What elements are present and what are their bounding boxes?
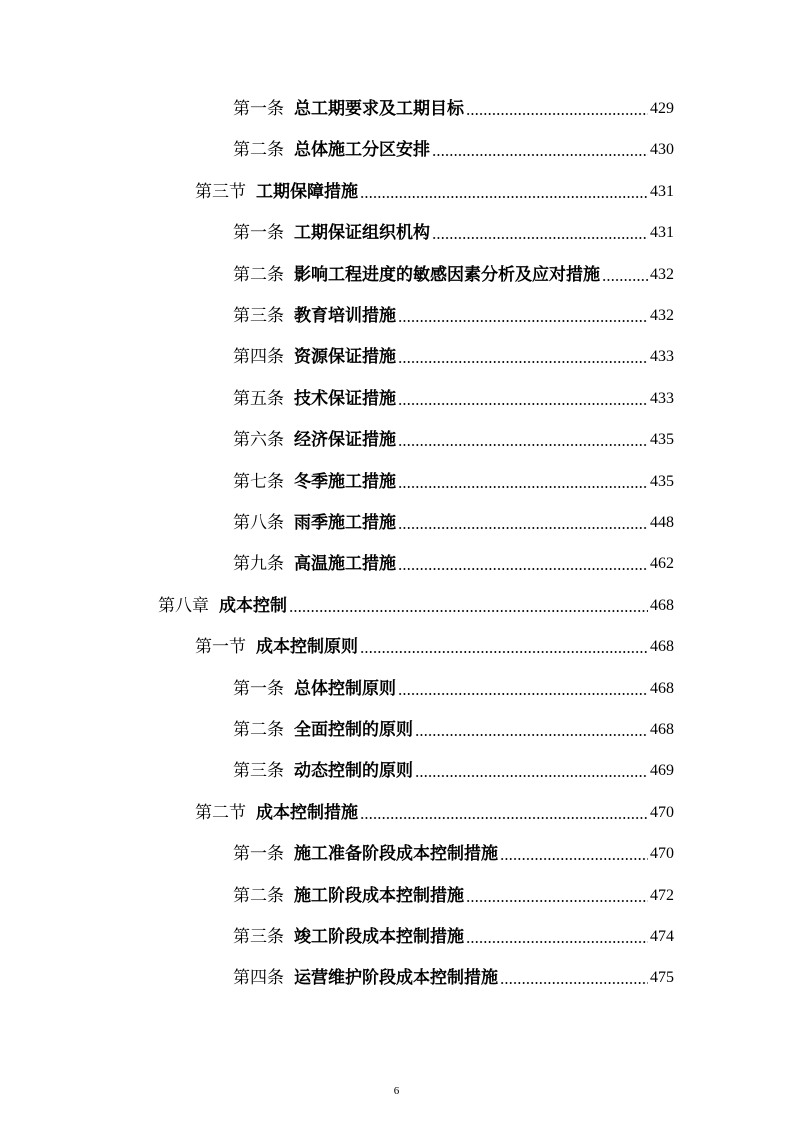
dot-leader bbox=[415, 733, 648, 737]
toc-entry-number: 第三条 bbox=[233, 306, 284, 326]
toc-entry-number: 第二条 bbox=[233, 720, 284, 740]
dot-leader bbox=[432, 153, 648, 157]
dot-leader bbox=[500, 981, 648, 985]
toc-entry-page: 462 bbox=[650, 555, 674, 572]
toc-entry-page: 472 bbox=[650, 887, 674, 904]
toc-entry-number: 第二条 bbox=[233, 886, 284, 906]
toc-entry-number: 第八条 bbox=[233, 513, 284, 533]
toc-entry[interactable] bbox=[233, 386, 674, 410]
toc-entry-number: 第六条 bbox=[233, 430, 284, 450]
toc-entry-number: 第八章 bbox=[158, 596, 209, 616]
dot-leader bbox=[398, 443, 648, 447]
toc-entry-number: 第一节 bbox=[195, 637, 246, 657]
toc-entry-page: 431 bbox=[650, 183, 674, 200]
dot-leader bbox=[360, 816, 648, 820]
dot-leader bbox=[289, 609, 648, 613]
dot-leader bbox=[415, 774, 648, 778]
toc-entry-number: 第一条 bbox=[233, 679, 284, 699]
toc-entry-page: 429 bbox=[650, 100, 674, 117]
toc-entry-title: 高温施工措施 bbox=[294, 554, 396, 574]
page-number: 6 bbox=[393, 1085, 400, 1097]
dot-leader bbox=[466, 112, 648, 116]
toc-entry[interactable] bbox=[233, 924, 674, 948]
toc-entry[interactable] bbox=[195, 800, 674, 824]
toc-entry[interactable] bbox=[233, 344, 674, 368]
dot-leader bbox=[466, 940, 648, 944]
dot-leader bbox=[398, 402, 648, 406]
dot-leader bbox=[398, 485, 648, 489]
toc-entry-number: 第一条 bbox=[233, 844, 284, 864]
toc-entry[interactable] bbox=[233, 303, 674, 327]
toc-entry[interactable] bbox=[233, 717, 674, 741]
toc-entry-page: 475 bbox=[650, 969, 674, 986]
toc-entry-title: 总体施工分区安排 bbox=[294, 140, 430, 160]
toc-entry-number: 第三条 bbox=[233, 761, 284, 781]
toc-entry-number: 第一条 bbox=[233, 99, 284, 119]
dot-leader bbox=[602, 278, 648, 282]
toc-entry-number: 第七条 bbox=[233, 472, 284, 492]
toc-entry-page: 432 bbox=[650, 266, 674, 283]
toc-entry-title: 冬季施工措施 bbox=[294, 472, 396, 492]
dot-leader bbox=[398, 360, 648, 364]
dot-leader bbox=[398, 319, 648, 323]
dot-leader bbox=[360, 650, 648, 654]
toc-entry-page: 435 bbox=[650, 473, 674, 490]
toc-entry-number: 第四条 bbox=[233, 347, 284, 367]
toc-entry-page: 468 bbox=[650, 597, 674, 614]
toc-entry-title: 成本控制原则 bbox=[256, 637, 358, 657]
dot-leader bbox=[500, 857, 648, 861]
toc-entry[interactable] bbox=[158, 593, 674, 617]
toc-entry-page: 433 bbox=[650, 390, 674, 407]
toc-entry-title: 施工阶段成本控制措施 bbox=[294, 886, 464, 906]
toc-entry[interactable] bbox=[233, 469, 674, 493]
toc-entry[interactable] bbox=[233, 551, 674, 575]
toc-entry-title: 成本控制措施 bbox=[256, 803, 358, 823]
toc-entry-title: 资源保证措施 bbox=[294, 347, 396, 367]
toc-entry-title: 影响工程进度的敏感因素分析及应对措施 bbox=[294, 265, 600, 285]
toc-entry[interactable] bbox=[233, 96, 674, 120]
toc-entry[interactable] bbox=[195, 634, 674, 658]
toc-entry-page: 470 bbox=[650, 845, 674, 862]
toc-entry[interactable] bbox=[233, 220, 674, 244]
toc-entry-title: 竣工阶段成本控制措施 bbox=[294, 927, 464, 947]
toc-entry-number: 第二条 bbox=[233, 265, 284, 285]
toc-entry-page: 468 bbox=[650, 721, 674, 738]
toc-entry-page: 468 bbox=[650, 638, 674, 655]
toc-entry-page: 430 bbox=[650, 141, 674, 158]
toc-entry-number: 第九条 bbox=[233, 554, 284, 574]
dot-leader bbox=[398, 526, 648, 530]
toc-entry-page: 470 bbox=[650, 804, 674, 821]
toc-entry-title: 雨季施工措施 bbox=[294, 513, 396, 533]
toc-entry-title: 工期保证组织机构 bbox=[294, 223, 430, 243]
toc-entry-page: 431 bbox=[650, 224, 674, 241]
toc-entry-title: 工期保障措施 bbox=[256, 182, 358, 202]
toc-entry[interactable] bbox=[195, 179, 674, 203]
toc-entry[interactable] bbox=[233, 676, 674, 700]
toc-entry-page: 468 bbox=[650, 680, 674, 697]
toc-entry-title: 总工期要求及工期目标 bbox=[294, 99, 464, 119]
toc-entry[interactable] bbox=[233, 965, 674, 989]
toc-entry-number: 第五条 bbox=[233, 389, 284, 409]
toc-entry-title: 技术保证措施 bbox=[294, 389, 396, 409]
toc-entry-title: 总体控制原则 bbox=[294, 679, 396, 699]
toc-entry[interactable] bbox=[233, 510, 674, 534]
toc-entry-title: 经济保证措施 bbox=[294, 430, 396, 450]
dot-leader bbox=[466, 899, 648, 903]
dot-leader bbox=[432, 236, 648, 240]
toc-entry-title: 全面控制的原则 bbox=[294, 720, 413, 740]
toc-entry[interactable] bbox=[233, 427, 674, 451]
dot-leader bbox=[398, 567, 648, 571]
toc-entry-page: 432 bbox=[650, 307, 674, 324]
toc-entry[interactable] bbox=[233, 137, 674, 161]
toc-entry-page: 435 bbox=[650, 431, 674, 448]
dot-leader bbox=[360, 195, 648, 199]
toc-entry-title: 动态控制的原则 bbox=[294, 761, 413, 781]
toc-entry-page: 469 bbox=[650, 762, 674, 779]
toc-entry-title: 教育培训措施 bbox=[294, 306, 396, 326]
toc-entry-page: 433 bbox=[650, 348, 674, 365]
toc-entry-number: 第三节 bbox=[195, 182, 246, 202]
toc-entry-number: 第二节 bbox=[195, 803, 246, 823]
toc-entry[interactable] bbox=[233, 262, 674, 286]
toc-entry-title: 成本控制 bbox=[219, 596, 287, 616]
toc-entry-page: 448 bbox=[650, 514, 674, 531]
toc-entry-title: 施工准备阶段成本控制措施 bbox=[294, 844, 498, 864]
toc-entry-number: 第二条 bbox=[233, 140, 284, 160]
toc-entry[interactable] bbox=[233, 883, 674, 907]
toc-entry[interactable] bbox=[233, 841, 674, 865]
toc-entry-title: 运营维护阶段成本控制措施 bbox=[294, 968, 498, 988]
dot-leader bbox=[398, 692, 648, 696]
toc-entry-number: 第三条 bbox=[233, 927, 284, 947]
toc-entry[interactable] bbox=[233, 758, 674, 782]
toc-entry-number: 第一条 bbox=[233, 223, 284, 243]
toc-entry-page: 474 bbox=[650, 928, 674, 945]
toc-entry-number: 第四条 bbox=[233, 968, 284, 988]
